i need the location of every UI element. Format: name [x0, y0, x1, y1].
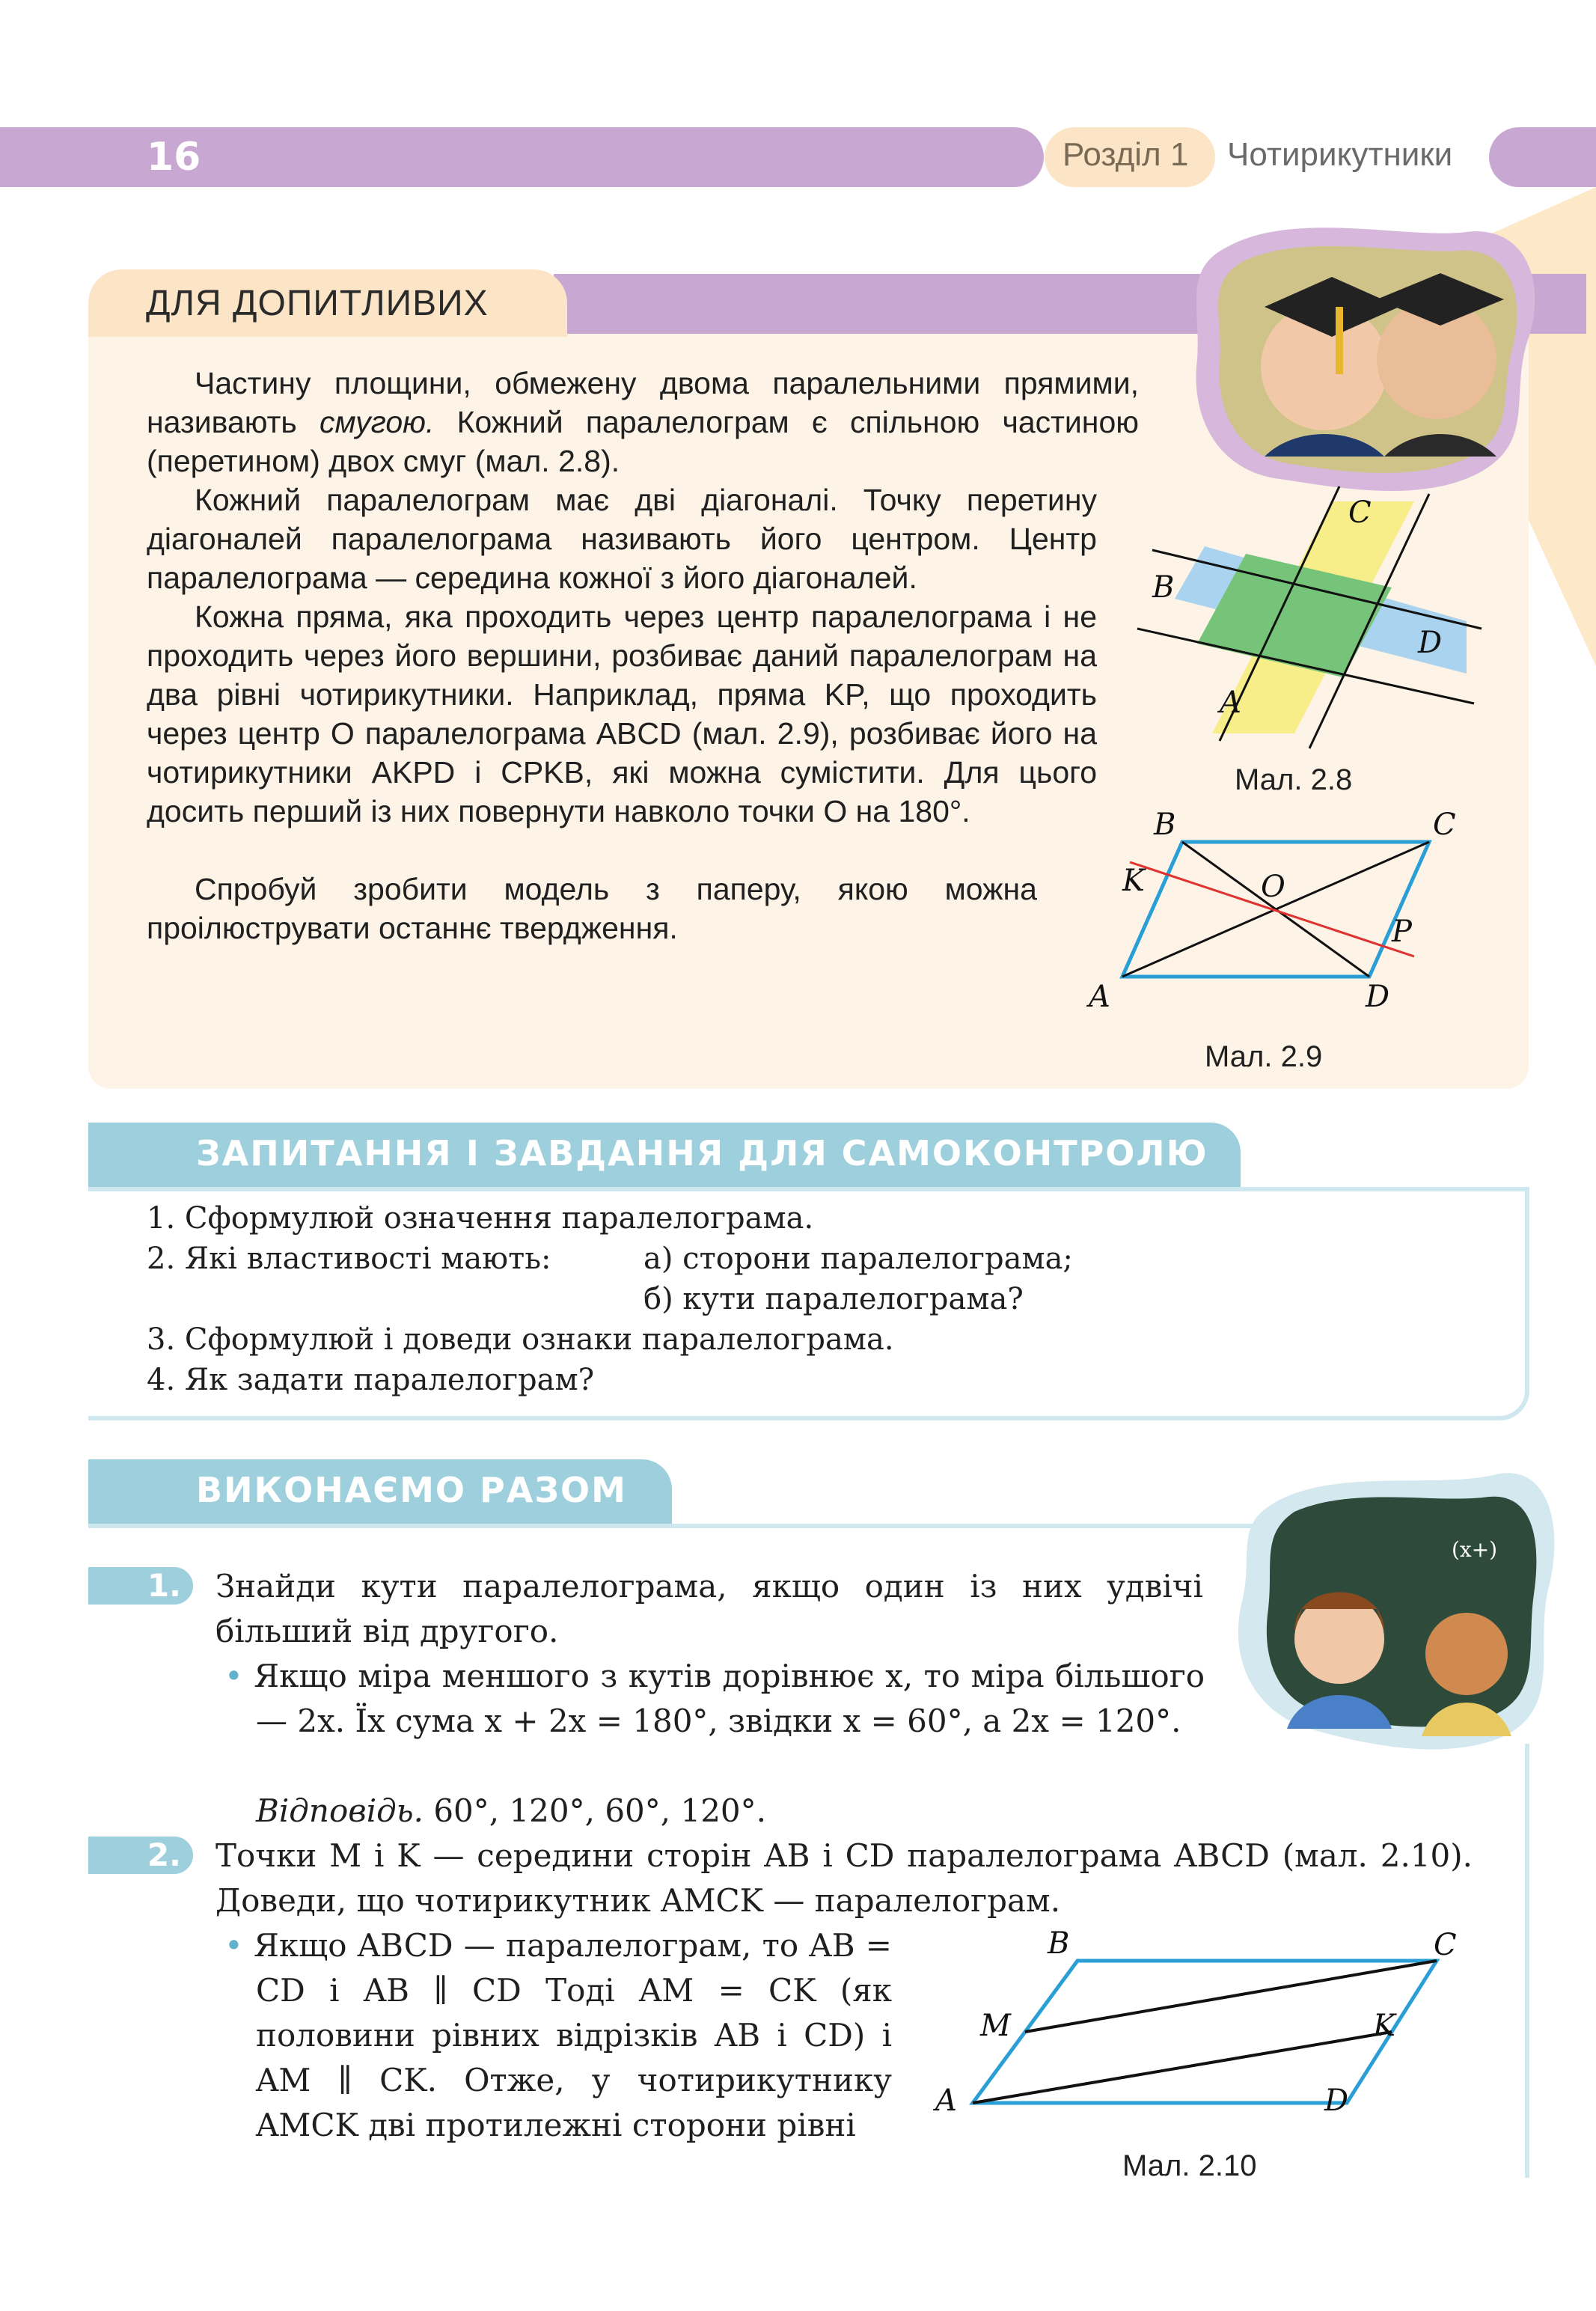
question-1: 1. Сформулюй означення паралелограма.: [147, 1201, 814, 1236]
curious-paragraph-1: [147, 364, 1139, 480]
question-4: 4. Як задати паралелограм?: [147, 1363, 595, 1397]
fig29-label-K: K: [1122, 864, 1145, 898]
together-side-rule: [1525, 1744, 1529, 2178]
classroom-photo: [1227, 1459, 1556, 1759]
fig210-label-K: K: [1373, 2009, 1395, 2043]
figure-2-8: [1130, 479, 1489, 756]
figure-2-9: [1070, 808, 1474, 1018]
selfcheck-title: ЗАПИТАННЯ І ЗАВДАННЯ ДЛЯ САМОКОНТРОЛЮ: [196, 1133, 1208, 1173]
curious-p2-text: Кожний паралелограм має дві діагоналі. Точку перетину діагоналей паралелограма називають його центром. Центр паралелограма — середина кожної з його діагоналей.: [147, 483, 1097, 595]
task-2: [215, 1834, 1473, 1923]
question-2: 2. Які властивості мають:: [147, 1242, 551, 1276]
task-2-solution-text: Якщо ABCD — паралелограм, то AB = CD і AB ∥ CD Тоді AM = CK (як половини рівних відрізків AB і CD) і AM ∥ CK. Отже, у чотирикутнику AMCK дві протилежні сторони рівні: [254, 1927, 893, 2143]
chapter-label: Розділ 1: [1063, 136, 1189, 173]
graduates-photo: [1182, 217, 1541, 501]
task-1-text: Знайди кути паралелограма, якщо один із них удвічі більший від другого.: [215, 1568, 1203, 1649]
curious-p1-text: Частину площини, обмежену двома паралельними прямими, називають: [147, 366, 1139, 439]
curious-title: ДЛЯ ДОПИТЛИВИХ: [146, 284, 489, 323]
fig210-label-M: M: [980, 2009, 1011, 2043]
task-2-solution: [224, 1923, 892, 2148]
question-3: 3. Сформулюй і доведи ознаки паралелограма.: [147, 1322, 894, 1357]
fig28-label-C: C: [1348, 495, 1372, 530]
together-title: ВИКОНАЄМО РАЗОМ: [196, 1470, 627, 1510]
fig29-label-O: O: [1261, 870, 1285, 904]
curious-p1-term: смугою.: [319, 405, 435, 439]
fig210-label-D: D: [1324, 2083, 1349, 2118]
fig28-label-A: A: [1220, 686, 1241, 720]
task-1-number: 1.: [88, 1567, 193, 1605]
figure-2-9-caption: Мал. 2.9: [1205, 1040, 1323, 1073]
curious-p1-text-end: Кожний паралелограм є спільною частиною (перетином) двох смуг (мал. 2.8).: [147, 405, 1139, 478]
curious-paragraph-2: [147, 480, 1097, 597]
page-number: 16: [147, 135, 201, 180]
chapter-title: Чотирикутники: [1227, 136, 1453, 173]
task-2-text: Точки M і K — середини сторін AB і CD паралелограма ABCD (мал. 2.10). Доведи, що чотирикутник AMCK — паралелограм.: [215, 1837, 1473, 1919]
task-1-answer: [256, 1789, 766, 1834]
curious-paragraph-4: [147, 870, 1037, 947]
figure-2-10: [928, 1931, 1482, 2125]
question-2a: а) сторони паралелограма;: [643, 1242, 1073, 1276]
question-2b: б) кути паралелограма?: [643, 1282, 1024, 1316]
task-1-solution-text: Якщо міра меншого з кутів дорівнює x, то міра більшого — 2x. Їх сума x + 2x = 180°, звідки x = 60°, а 2x = 120°.: [254, 1658, 1205, 1739]
svg-text:(x+): (x+): [1452, 1537, 1498, 1562]
answer-value: 60°, 120°, 60°, 120°.: [423, 1792, 766, 1829]
fig210-label-C: C: [1434, 1931, 1457, 1962]
fig28-label-B: B: [1152, 570, 1175, 605]
fig210-label-B: B: [1048, 1931, 1070, 1961]
fig29-label-P: P: [1392, 915, 1412, 949]
header-band-right: [1489, 127, 1596, 187]
figure-2-10-caption: Мал. 2.10: [1122, 2149, 1257, 2182]
bullet-icon: •: [224, 1927, 254, 1964]
diagonal-BD: [1182, 842, 1369, 977]
curious-p3-text: Кожна пряма, яка проходить через центр паралелограма і не проходить через його вершини, розбиває даний паралелограм на два рівні чотирикутники. Наприклад, пряма KP, що проходить через центр O паралелограма ABCD (мал. 2.9), розбиває його на чотирикутники AKPD і CPKB, які можна сумістити. Для цього досить перший із них повернути навколо точки O на 180°.: [147, 599, 1097, 828]
curious-paragraph-3: [147, 597, 1097, 831]
fig210-label-A: A: [935, 2083, 957, 2118]
task-1: [215, 1564, 1203, 1654]
figure-2-8-caption: Мал. 2.8: [1235, 763, 1353, 796]
fig29-label-B: B: [1154, 808, 1176, 842]
parallelogram-ABCD: [973, 1961, 1437, 2103]
task-2-number: 2.: [88, 1837, 193, 1874]
fig29-label-A: A: [1089, 980, 1110, 1014]
answer-label: Відповідь.: [256, 1792, 424, 1829]
fig29-label-C: C: [1433, 808, 1456, 842]
task-1-solution: [224, 1654, 1205, 1744]
fig28-label-D: D: [1418, 626, 1443, 660]
bullet-icon: •: [224, 1658, 254, 1694]
together-underline: [88, 1524, 1256, 1528]
curious-p4-text: Спробуй зробити модель з паперу, якою можна проілюструвати останнє твердження.: [147, 872, 1037, 945]
fig29-label-D: D: [1366, 980, 1390, 1014]
